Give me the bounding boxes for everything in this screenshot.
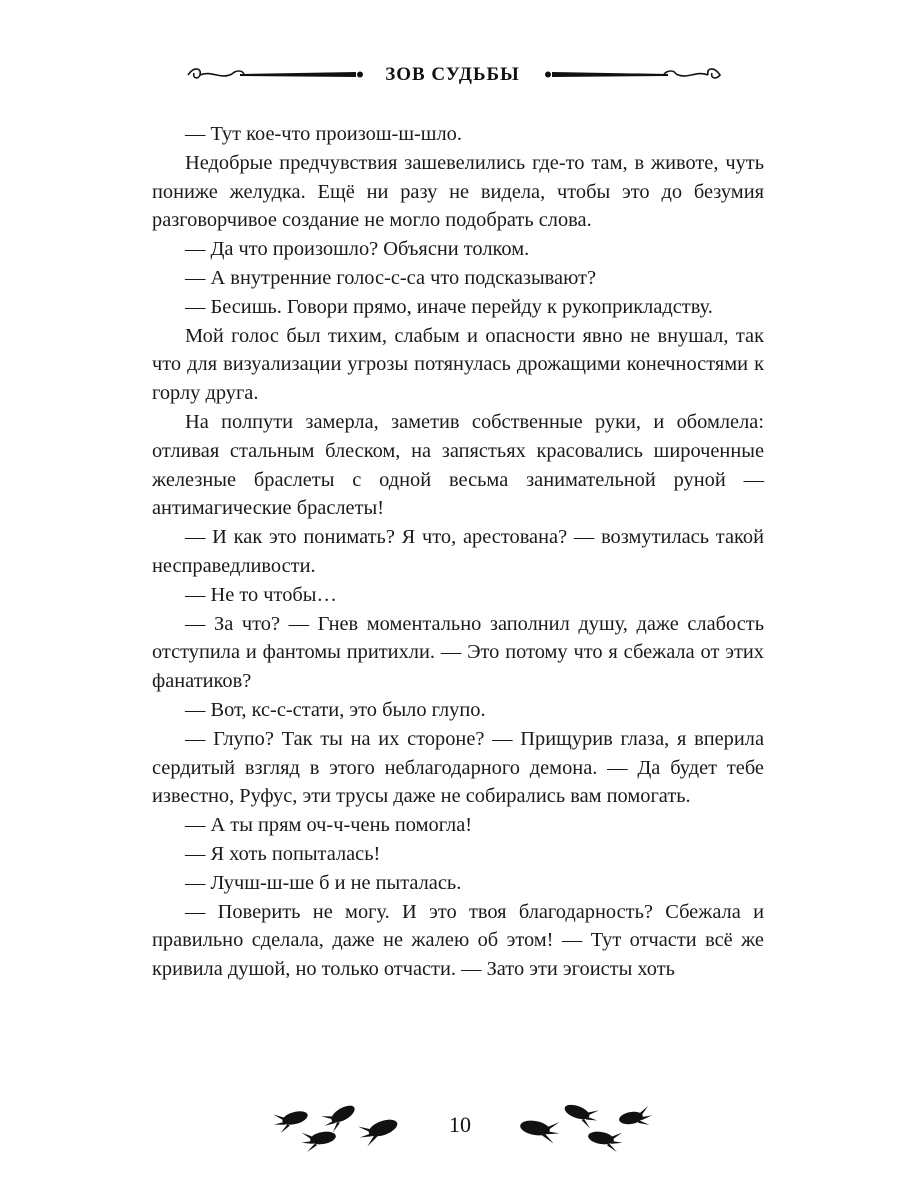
paragraph: — Не то чтобы… (185, 583, 337, 606)
paragraph: — Я хоть попыталась! (185, 842, 381, 865)
paragraph: — Да что произошло? Объясни толком. (185, 238, 530, 261)
paragraph: — За что? — Гнев моментально заполнил душу, даже слабость отступила и фантомы притихли. — Это потому что я сбежала от этих фанатиков? (152, 612, 764, 693)
paragraph: — Бесишь. Говори прямо, иначе перейду к рукоприкладству. (185, 295, 713, 318)
running-header (180, 58, 725, 92)
page-number: 10 (449, 1112, 471, 1137)
page-footer (265, 1098, 655, 1158)
paragraph: — Вот, кс-с-стати, это было глупо. (185, 698, 486, 721)
text-body (152, 120, 764, 984)
book-title: ЗОВ СУДЬБЫ (385, 64, 520, 85)
paragraph: Недобрые предчувствия зашевелились где-то там, в животе, чуть пониже желудка. Ещё ни разу не видела, чтобы это до безумия разговорчивое создание не могло подобрать слова. (152, 151, 764, 232)
paragraph: — А внутренние голос-с-са что подсказывают? (185, 266, 596, 289)
paragraph: — Лучш-ш-ше б и не пыталась. (185, 871, 462, 894)
paragraph: Мой голос был тихим, слабым и опасности явно не внушал, так что для визуализации угрозы потянулась дрожащими конечностями к горлу друга. (152, 324, 764, 405)
paragraph: На полпути замерла, заметив собственные руки, и обомлела: отливая стальным блеском, на запястьях красовались широченные железные браслеты с одной весьма занимательной руной — антимагические браслеты! (152, 410, 764, 520)
paragraph: — Тут кое-что произош-ш-шло. (185, 123, 462, 145)
paragraph: — И как это понимать? Я что, арестована? — возмутилась такой несправедливости. (152, 526, 764, 577)
paragraph: — Поверить не могу. И это твоя благодарность? Сбежала и правильно сделала, даже не жалею об этом! — Тут отчасти всё же кривила душой, но только отчасти. — Зато эти эгоисты хоть (152, 900, 764, 981)
paragraph: — Глупо? Так ты на их стороне? — Прищурив глаза, я вперила сердитый взгляд в этого неблагодарного демона. — Да будет тебе известно, Руфус, эти трусы даже не собирались вам помогать. (152, 727, 764, 808)
paragraph: — А ты прям оч-ч-чень помогла! (185, 814, 473, 837)
